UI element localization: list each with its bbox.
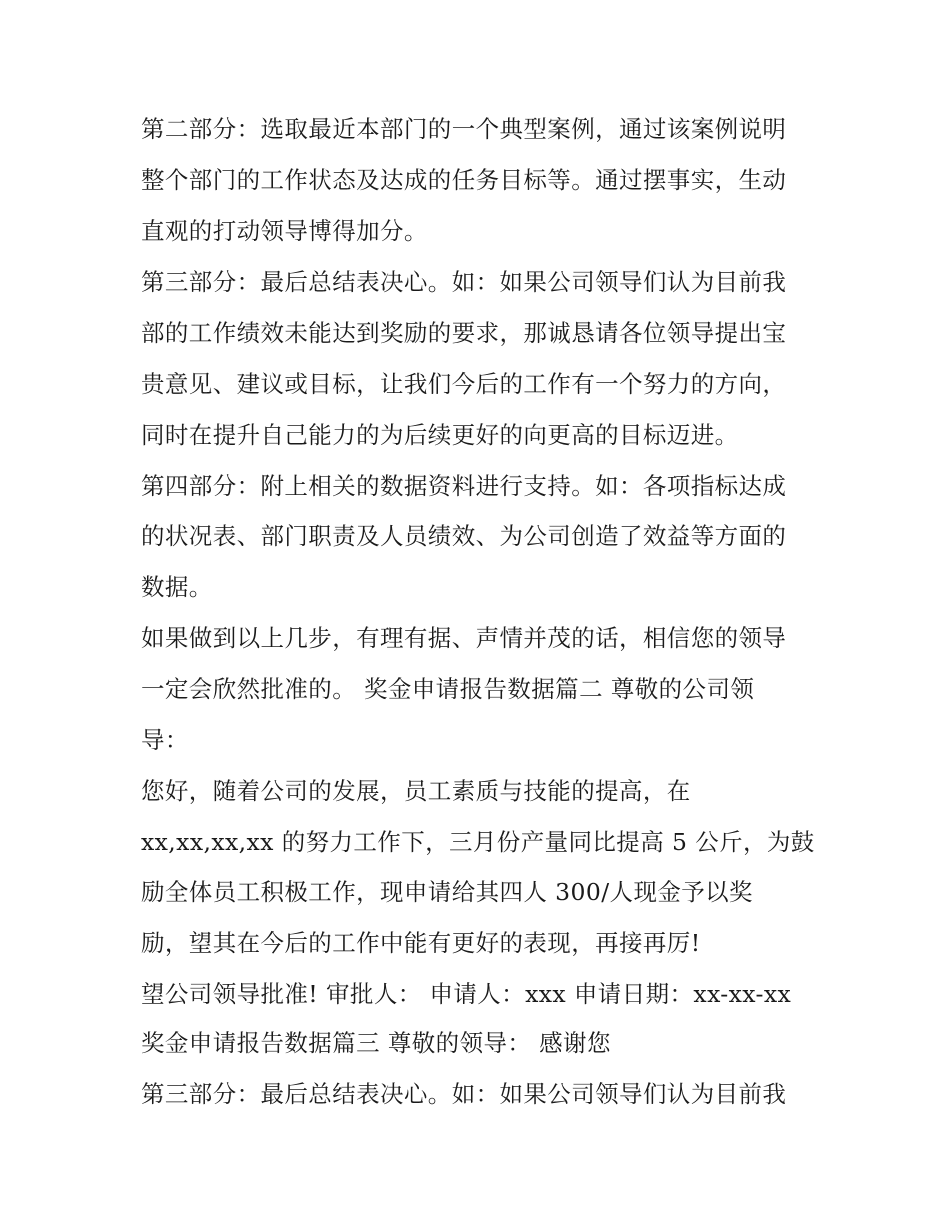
text-line: 励，望其在今后的工作中能有更好的表现，再接再厉! [141,929,701,957]
text-line: 望公司领导批准! 审批人： 申请人：xxx 申请日期：xx-xx-xx [141,980,792,1008]
text-line: 第三部分：最后总结表决心。如：如果公司领导们认为目前我 [141,268,787,296]
text-line: 第三部分：最后总结表决心。如：如果公司领导们认为目前我 [141,1080,787,1108]
text-line: 的状况表、部门职责及人员绩效、为公司创造了效益等方面的 [141,522,787,550]
text-line: 如果做到以上几步，有理有据、声情并茂的话，相信您的领导 [141,624,787,652]
text-line: 第四部分：附上相关的数据资料进行支持。如：各项指标达成 [141,472,787,500]
text-line: 一定会欣然批准的。 奖金申请报告数据篇二 尊敬的公司领 [141,675,755,703]
text-line: 奖金申请报告数据篇三 尊敬的领导： 感谢您 [141,1029,611,1057]
text-line: 第二部分：选取最近本部门的一个典型案例，通过该案例说明 [141,115,787,143]
text-line: 直观的打动领导博得加分。 [141,217,428,245]
text-line: 贵意见、建议或目标，让我们今后的工作有一个努力的方向， [141,370,787,398]
text-line: 数据。 [141,573,213,601]
text-line: 励全体员工积极工作，现申请给其四人 300/人现金予以奖 [141,878,753,906]
text-line: 导： [141,726,189,754]
text-line: xx,xx,xx,xx 的努力工作下，三月份产量同比提高 5 公斤，为鼓 [141,828,815,856]
text-line: 同时在提升自己能力的为后续更好的向更高的目标迈进。 [141,421,739,449]
text-line: 部的工作绩效未能达到奖励的要求，那诚恳请各位领导提出宝 [141,319,787,347]
text-line: 您好，随着公司的发展，员工素质与技能的提高，在 [141,777,691,805]
text-line: 整个部门的工作状态及达成的任务目标等。通过摆事实，生动 [141,166,787,194]
